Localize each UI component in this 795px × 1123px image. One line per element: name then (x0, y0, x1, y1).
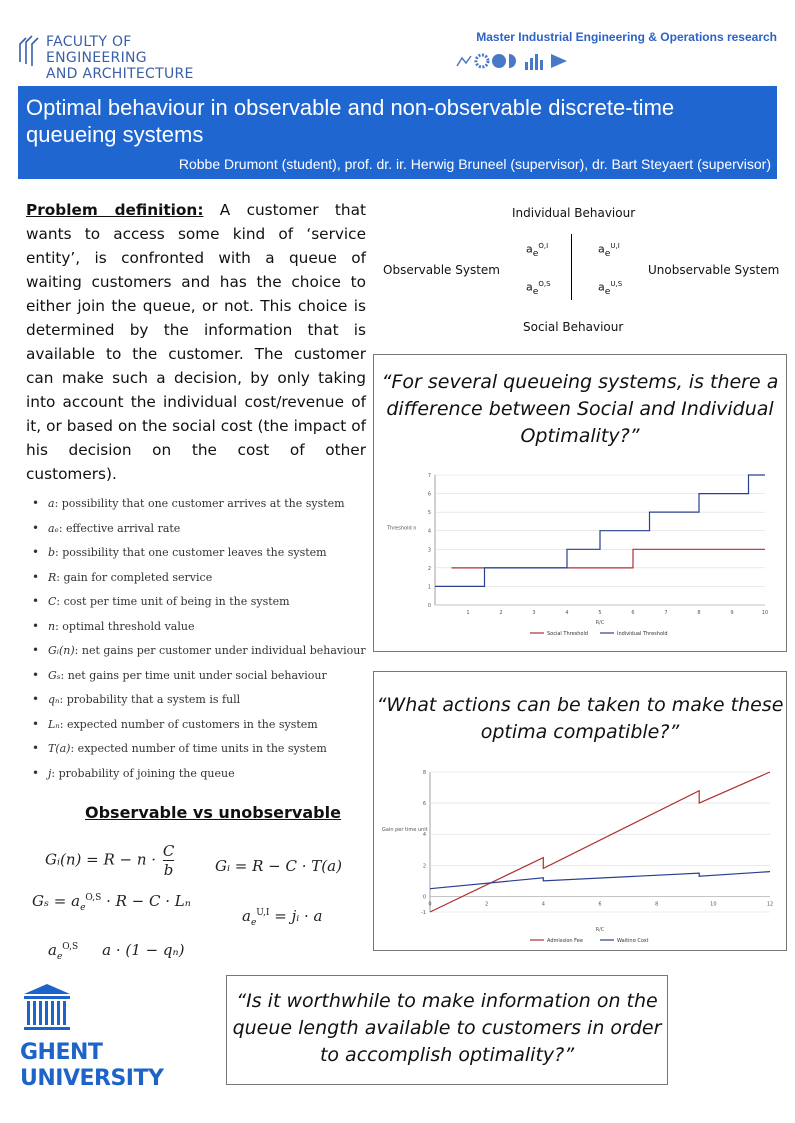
question-2: “What actions can be taken to make these optima compatible?” (376, 694, 784, 743)
x-tick-label: 2 (499, 610, 503, 616)
legend-label: Waiting Cost (617, 938, 649, 942)
x-tick-label: 3 (532, 610, 536, 616)
y-tick-label: 2 (422, 863, 426, 870)
y-tick-label: 3 (427, 547, 431, 554)
question-box-3 (226, 975, 668, 1085)
threshold-chart (380, 465, 780, 645)
series-line (430, 872, 770, 889)
ugent-line1: GHENT (20, 1040, 103, 1065)
university-building-icon (20, 982, 75, 1034)
bar-chart-icon (525, 54, 543, 70)
list-item: • a: possibility that one customer arrives at the system (32, 497, 377, 522)
x-tick-label: 5 (598, 610, 602, 616)
behaviour-diagram (378, 200, 783, 340)
x-tick-label: 12 (766, 901, 774, 908)
y-tick-label: 8 (422, 770, 426, 776)
equation-ae-os: $a_e^{O,S}$ a · (1 − qₙ) (48, 941, 185, 962)
ae-oi: $a_e^{O,I}$ (526, 242, 549, 259)
x-tick-label: 10 (761, 610, 769, 616)
list-item: • aₑ: effective arrival rate (32, 522, 377, 547)
question-3: “Is it worthwhile to make information on the queue length available to customers in order to accomplish optimality?” (232, 990, 662, 1066)
observable-section-title: Observable vs unobservable (85, 803, 341, 822)
y-tick-label: 1 (427, 584, 431, 591)
equation-gi: Gᵢ = R − C · T(a) (215, 857, 342, 875)
equation-gs: $G_s = a_e^{O,S} \cdot R - C \cdot L_n$ (32, 892, 191, 913)
series-line (452, 549, 766, 568)
x-tick-label: 2 (485, 901, 489, 908)
list-item: • R: gain for completed service (32, 571, 377, 596)
list-item: • qₙ: probability that a system is full (32, 693, 377, 718)
diagram-divider (571, 234, 572, 300)
program-icons (455, 50, 575, 72)
faculty-name-line1: FACULTY OF ENGINEERING (46, 34, 147, 66)
play-icon (551, 54, 567, 68)
y-tick-label: 6 (427, 491, 431, 498)
x-axis-label: R/C (595, 927, 605, 933)
ae-us: $a_e^{U,S}$ (598, 280, 623, 297)
poster-title: Optimal behaviour in observable and non-observable discrete-time queueing systems (26, 95, 675, 147)
problem-text: A customer that wants to access some kind of ‘service entity’, is confronted with a queue of waiting customers and has the choice to either join the queue, or not. This choice is determined by the information that is available to the customer. The customer can make such a decision, by only taking into account the individual cost/revenue of it, or based on the social cost (the impact of his decision on the cost of other customers). (26, 201, 366, 483)
x-tick-label: 6 (598, 901, 602, 908)
list-item: • j: probability of joining the queue (32, 767, 377, 792)
x-tick-label: 8 (655, 901, 659, 908)
list-item: • C: cost per time unit of being in the system (32, 595, 377, 620)
x-tick-label: 4 (541, 901, 545, 908)
legend-label: Admission Fee (547, 938, 583, 942)
unobservable-system-label: Unobservable System (648, 263, 780, 277)
x-tick-label: 6 (631, 610, 635, 616)
y-tick-label: 4 (427, 528, 431, 535)
y-tick-label: 0 (427, 603, 431, 609)
faculty-name-line2: AND ARCHITECTURE (46, 66, 194, 82)
y-tick-label: 5 (427, 510, 431, 517)
question-box-2 (373, 671, 787, 951)
x-axis-label: R/C (595, 620, 605, 626)
legend-label: Individual Threshold (617, 631, 668, 637)
y-tick-label: -1 (421, 910, 426, 916)
y-axis-label: Threshold n (387, 525, 417, 532)
problem-heading: Problem definition: (26, 201, 204, 219)
faculty-logo (18, 30, 218, 82)
x-tick-label: 9 (730, 610, 734, 616)
y-tick-label: 6 (422, 801, 426, 808)
individual-behaviour-label: Individual Behaviour (512, 206, 636, 220)
x-tick-label: 10 (710, 901, 717, 908)
faculty-logo-icon (18, 34, 42, 66)
list-item: • Lₙ: expected number of customers in the system (32, 718, 377, 743)
y-tick-label: 4 (422, 832, 426, 839)
authors: Robbe Drumont (student), prof. dr. ir. Herwig Bruneel (supervisor), dr. Bart Steyaert (supervisor) (178, 156, 771, 172)
list-item: • T(a): expected number of time units in the system (32, 742, 377, 767)
social-behaviour-label: Social Behaviour (523, 320, 624, 334)
y-axis-label: Gain per time unit (382, 826, 428, 833)
ghent-university-logo (20, 982, 164, 1097)
question-box-1 (373, 354, 787, 652)
pie-icon (509, 54, 516, 68)
series-line (430, 772, 770, 912)
y-tick-label: 0 (422, 894, 426, 901)
x-tick-label: 7 (664, 610, 668, 616)
list-item: • Gᵢ(n): net gains per customer under individual behaviour (32, 644, 377, 669)
program-name: Master Industrial Engineering & Operations research (476, 30, 777, 44)
gains-chart (380, 767, 780, 942)
ae-ui: $a_e^{U,I}$ (598, 242, 620, 259)
y-tick-label: 2 (427, 565, 431, 572)
definitions-list (32, 497, 377, 791)
problem-definition (26, 198, 366, 486)
legend-label: Social Threshold (547, 631, 589, 637)
x-tick-label: 1 (466, 610, 470, 616)
list-item: • n: optimal threshold value (32, 620, 377, 645)
equation-ae-ui: $a_e^{U,I}$ = jᵢ · a (242, 907, 323, 928)
globe-icon (492, 54, 506, 68)
list-item: • Gₛ: net gains per time unit under social behaviour (32, 669, 377, 694)
trend-icon (457, 56, 471, 66)
list-item: • b: possibility that one customer leaves the system (32, 546, 377, 571)
gear-icon (476, 55, 488, 67)
x-tick-label: 0 (428, 901, 432, 908)
equation-gi-n: Gᵢ(n) = R − n · $\frac{C}{b}$ (45, 842, 175, 879)
ugent-line2: UNIVERSITY (20, 1066, 164, 1091)
x-tick-label: 8 (697, 610, 701, 616)
ae-os: $a_e^{O,S}$ (526, 280, 551, 297)
x-tick-label: 4 (565, 610, 569, 616)
question-1: “For several queueing systems, is there a difference between Social and Individual Optimality?” (381, 371, 779, 447)
y-tick-label: 7 (427, 473, 431, 479)
observable-system-label: Observable System (383, 263, 500, 277)
title-banner (18, 86, 777, 179)
